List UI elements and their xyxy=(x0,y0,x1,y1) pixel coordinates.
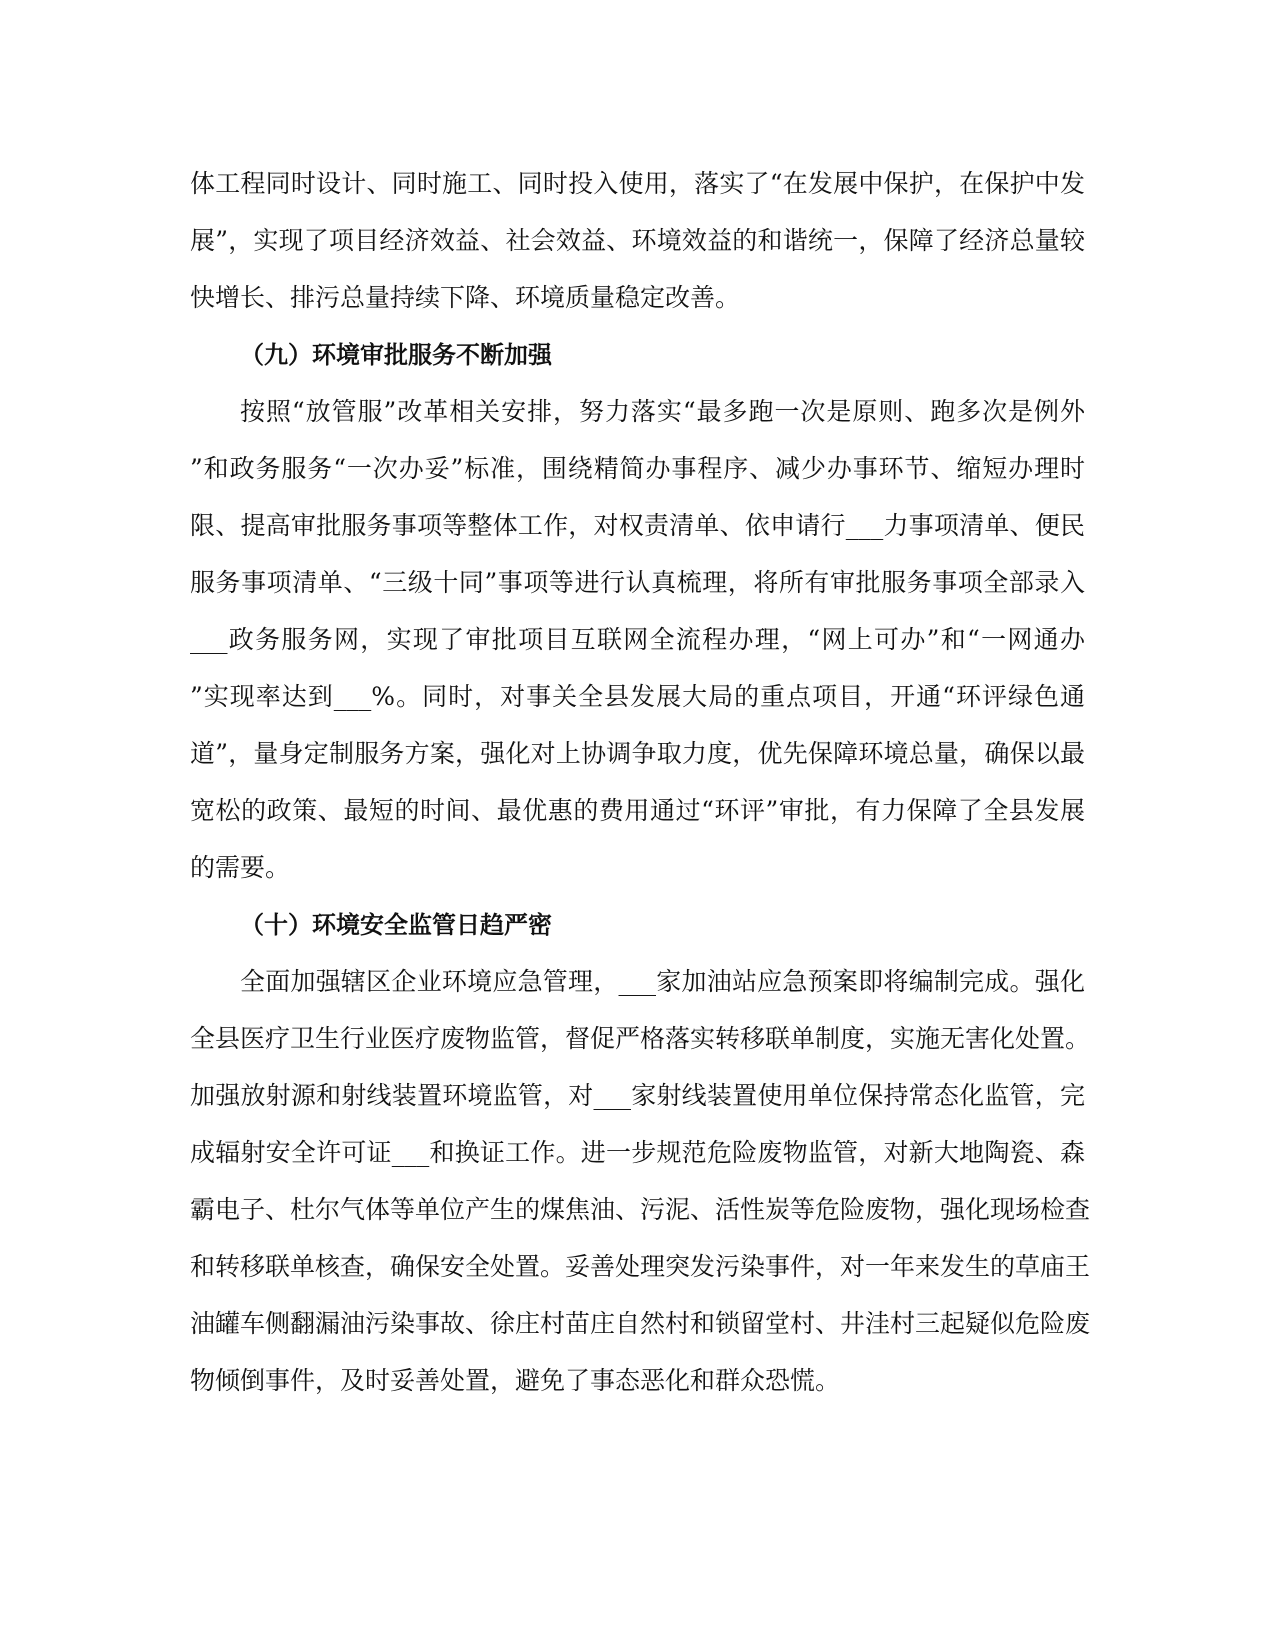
paragraph-line: 限、提高审批服务事项等整体工作，对权责清单、依申请行___力事项清单、便民 xyxy=(190,511,1085,540)
paragraph-line: 体工程同时设计、同时施工、同时投入使用，落实了“在发展中保护，在保护中发 xyxy=(190,169,1085,198)
paragraph-line: 物倾倒事件，及时妥善处置，避免了事态恶化和群众恐慌。 xyxy=(190,1366,841,1395)
paragraph-line: 成辐射安全许可证___和换证工作。进一步规范危险废物监管，对新大地陶瓷、森 xyxy=(190,1138,1085,1167)
paragraph-line: 宽松的政策、最短的时间、最优惠的费用通过“环评”审批，有力保障了全县发展 xyxy=(190,796,1085,825)
paragraph-line: 展”，实现了项目经济效益、社会效益、环境效益的和谐统一，保障了经济总量较 xyxy=(190,226,1085,255)
paragraph-line: 全面加强辖区企业环境应急管理，___家加油站应急预案即将编制完成。强化 xyxy=(240,967,1085,996)
paragraph-line: 的需要。 xyxy=(190,853,291,882)
paragraph-line: 按照“放管服”改革相关安排，努力落实“最多跑一次是原则、跑多次是例外 xyxy=(240,397,1085,426)
paragraph-line: 快增长、排污总量持续下降、环境质量稳定改善。 xyxy=(190,283,741,312)
paragraph-line: ”实现率达到___%。同时，对事关全县发展大局的重点项目，开通“环评绿色通 xyxy=(190,682,1085,711)
paragraph-line: ___政务服务网，实现了审批项目互联网全流程办理，“网上可办”和“一网通办 xyxy=(190,625,1085,654)
section-heading: （十）环境安全监管日趋严密 xyxy=(240,911,552,939)
paragraph-line: 加强放射源和射线装置环境监管，对___家射线装置使用单位保持常态化监管，完 xyxy=(190,1081,1085,1110)
paragraph-line: 道”，量身定制服务方案，强化对上协调争取力度，优先保障环境总量，确保以最 xyxy=(190,739,1085,768)
paragraph-line: 和转移联单核查，确保安全处置。妥善处理突发污染事件，对一年来发生的草庙王 xyxy=(190,1252,1091,1281)
paragraph-line: 全县医疗卫生行业医疗废物监管，督促严格落实转移联单制度，实施无害化处置。 xyxy=(190,1024,1091,1053)
paragraph-line: 霸电子、杜尔气体等单位产生的煤焦油、污泥、活性炭等危险废物，强化现场检查 xyxy=(190,1195,1091,1224)
paragraph-line: 服务事项清单、“三级十同”事项等进行认真梳理，将所有审批服务事项全部录入 xyxy=(190,568,1085,597)
section-heading: （九）环境审批服务不断加强 xyxy=(240,341,552,369)
paragraph-line: 油罐车侧翻漏油污染事故、徐庄村苗庄自然村和锁留堂村、井洼村三起疑似危险废 xyxy=(190,1309,1091,1338)
paragraph-line: ”和政务服务“一次办妥”标准，围绕精简办事程序、减少办事环节、缩短办理时 xyxy=(190,454,1085,483)
